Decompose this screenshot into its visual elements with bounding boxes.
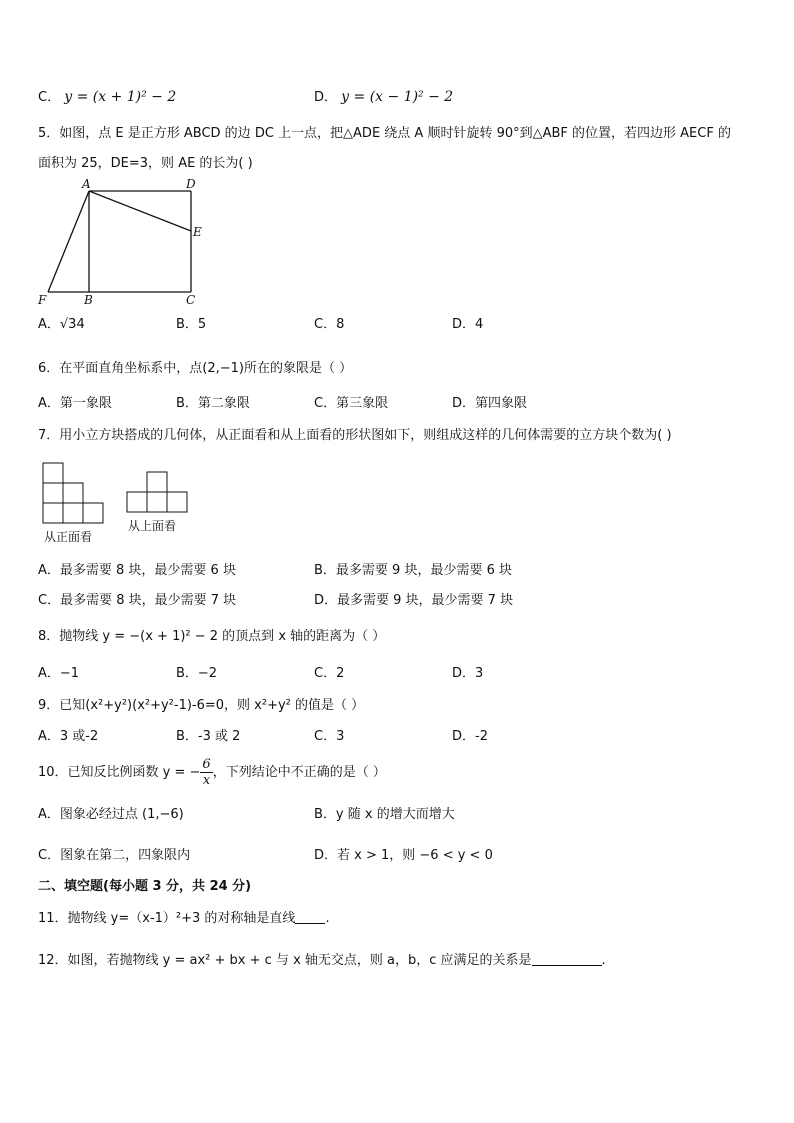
q12-end: . <box>601 953 606 968</box>
label-a: A <box>82 177 91 191</box>
q10-option-a: A．图象必经过点 (1,−6) <box>38 807 184 822</box>
q4-option-c <box>38 88 176 107</box>
q7-front-caption: 从正面看 <box>44 530 93 544</box>
label-c: C <box>186 293 196 307</box>
q8-option-c: C．2 <box>314 666 345 681</box>
q4-option-d <box>314 88 453 107</box>
label-f: F <box>38 293 47 307</box>
q8-stem: 8．抛物线 y = −(x + 1)² − 2 的顶点到 x 轴的距离为（ ） <box>38 629 386 644</box>
q5-square-figure <box>30 173 220 313</box>
q6-option-a: A．第一象限 <box>38 396 112 411</box>
q6-option-d: D．第四象限 <box>452 396 528 411</box>
q9-option-c: C．3 <box>314 729 345 744</box>
q10-stem-pre: 10．已知反比例函数 y = − <box>38 765 201 780</box>
option-expression: y = (x − 1)² − 2 <box>341 89 454 105</box>
q7-top-caption: 从上面看 <box>128 519 177 533</box>
q7-top-view <box>126 471 192 515</box>
q8-option-d: D．3 <box>452 666 484 681</box>
q5-option-c: C．8 <box>314 317 345 332</box>
q5-stem-line2: 面积为 25，DE=3，则 AE 的长为( ) <box>38 156 253 171</box>
q6-option-b: B．第二象限 <box>176 396 250 411</box>
q10-option-b: B．y 随 x 的增大而增大 <box>314 807 455 822</box>
q5-stem-line1: 5．如图，点 E 是正方形 ABCD 的边 DC 上一点，把△ADE 绕点 A 顺时针旋转 90°到△ABF 的位置，若四边形 AECF 的 <box>38 126 731 141</box>
label-b: B <box>84 293 93 307</box>
section-2-title: 二、填空题(每小题 3 分，共 24 分) <box>38 879 252 894</box>
q11-end: . <box>325 911 330 926</box>
label-d: D <box>186 177 196 191</box>
option-expression: y = (x + 1)² − 2 <box>64 89 177 105</box>
segment-af <box>48 191 89 292</box>
q7-option-a: A．最多需要 8 块，最少需要 6 块 <box>38 563 236 578</box>
q11-stem <box>38 910 330 928</box>
option-label: D． <box>314 90 338 105</box>
q10-option-d: D．若 x > 1，则 −6 < y < 0 <box>314 848 493 863</box>
q5-option-d: D．4 <box>452 317 484 332</box>
q9-option-a: A．3 或-2 <box>38 729 99 744</box>
q8-option-a: A．−1 <box>38 666 80 681</box>
q7-option-c: C．最多需要 8 块，最少需要 7 块 <box>38 593 237 608</box>
q11-answer-blank[interactable] <box>295 911 325 924</box>
q10-fraction <box>200 757 212 788</box>
option-label: C． <box>38 90 61 105</box>
q6-stem: 6．在平面直角坐标系中，点(2,−1)所在的象限是（ ） <box>38 361 353 376</box>
q6-option-c: C．第三象限 <box>314 396 389 411</box>
q5-option-b: B．5 <box>176 317 207 332</box>
q12-text: 12．如图，若抛物线 y = ax² + bx + c 与 x 轴无交点，则 a，b，c 应满足的关系是 <box>38 953 532 968</box>
q12-answer-blank[interactable] <box>532 953 602 966</box>
q7-front-view <box>42 462 108 526</box>
q10-stem-post: ，下列结论中不正确的是（ ） <box>212 765 386 780</box>
q7-option-b: B．最多需要 9 块，最少需要 6 块 <box>314 563 512 578</box>
q11-text: 11．抛物线 y=（x-1）²+3 的对称轴是直线 <box>38 911 296 926</box>
segment-ae <box>89 191 191 231</box>
label-e: E <box>193 225 202 239</box>
q8-option-b: B．−2 <box>176 666 218 681</box>
fraction-denominator: x <box>202 773 211 788</box>
q9-option-d: D．-2 <box>452 729 488 744</box>
q5-option-a: A．√34 <box>38 317 85 332</box>
fraction-numerator: 6 <box>202 757 211 772</box>
q10-stem <box>38 756 386 790</box>
q9-option-b: B．-3 或 2 <box>176 729 241 744</box>
q7-option-d: D．最多需要 9 块，最少需要 7 块 <box>314 593 514 608</box>
q9-stem: 9．已知(x²+y²)(x²+y²-1)-6=0，则 x²+y² 的值是（ ） <box>38 698 365 713</box>
q7-stem: 7．用小立方块搭成的几何体，从正面看和从上面看的形状图如下，则组成这样的几何体需要的立方块个数为( ) <box>38 428 672 443</box>
q10-option-c: C．图象在第二，四象限内 <box>38 848 191 863</box>
q12-stem <box>38 952 606 970</box>
